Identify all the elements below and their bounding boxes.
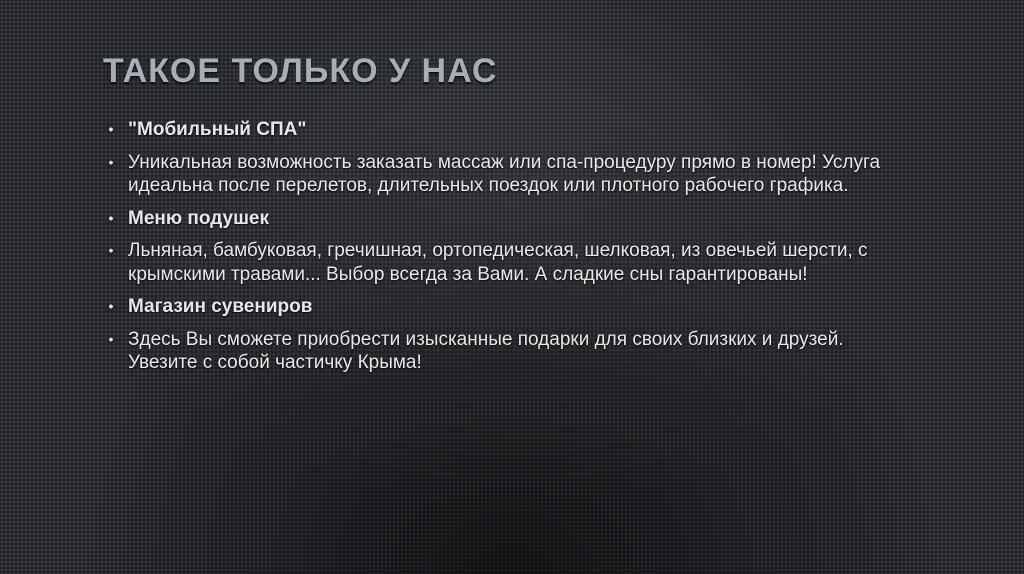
bullet-list	[104, 118, 914, 384]
list-item-souvenir-shop-description	[104, 328, 914, 375]
list-item-text: Здесь Вы сможете приобрести изысканные подарки для своих близких и друзей. Увезите с собой частичку Крыма!	[128, 328, 844, 373]
slide-title: ТАКОЕ ТОЛЬКО У НАС	[103, 52, 498, 90]
list-item-text: Льняная, бамбуковая, гречишная, ортопедическая, шелковая, из овечьей шерсти, с крымскими травами... Выбор всегда за Вами. А сладкие сны гарантированы!	[128, 240, 868, 285]
list-item-text: Магазин сувениров	[128, 296, 313, 317]
bullet-icon: •	[108, 242, 114, 258]
list-item-pillow-menu-description	[104, 239, 914, 286]
list-item-heading-souvenir-shop	[104, 295, 914, 319]
bullet-icon: •	[108, 153, 114, 170]
list-item-text: "Мобильный СПА"	[128, 119, 307, 140]
bullet-icon: •	[108, 330, 114, 347]
list-item-heading-mobile-spa	[104, 118, 914, 142]
bullet-icon: •	[108, 209, 114, 226]
bullet-icon: •	[108, 121, 114, 137]
list-item-mobile-spa-description	[104, 151, 914, 198]
list-item-heading-pillow-menu	[104, 207, 914, 231]
list-item-text: Меню подушек	[128, 207, 269, 229]
bullet-icon: •	[108, 298, 114, 314]
list-item-text: Уникальная возможность заказать массаж или спа-процедуру прямо в номер! Услуга идеальна после перелетов, длительных поездок или плотного рабочего графика.	[128, 151, 881, 196]
